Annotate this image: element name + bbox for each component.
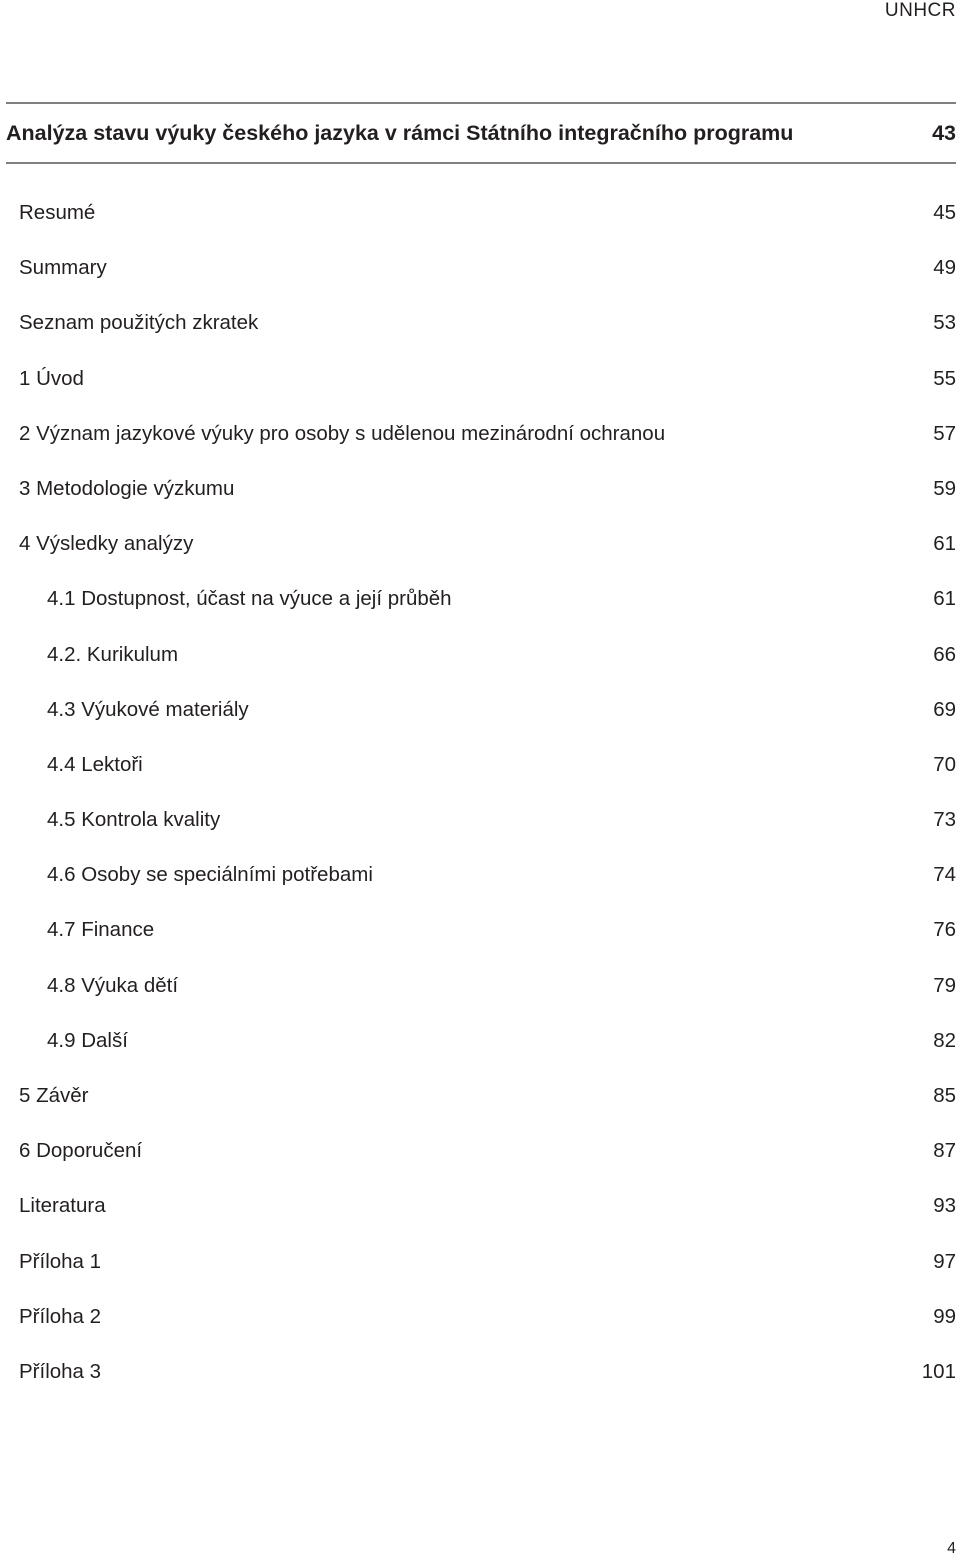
table-of-contents: [19, 194, 956, 1408]
toc-entry[interactable]: [19, 415, 956, 470]
toc-entry-page: 66: [933, 642, 956, 666]
toc-entry-label: 4.8 Výuka dětí: [47, 973, 179, 997]
toc-entry-page: 85: [933, 1084, 956, 1107]
toc-entry[interactable]: [19, 1187, 956, 1242]
toc-entry-label: 4.6 Osoby se speciálními potřebami: [47, 863, 373, 887]
toc-entry-page: 87: [933, 1139, 956, 1163]
toc-entry-page: 97: [933, 1249, 956, 1273]
toc-entry-label: 4.3 Výukové materiály: [47, 697, 249, 721]
toc-entry[interactable]: [19, 967, 956, 1022]
toc-entry[interactable]: [19, 1077, 956, 1132]
toc-entry-page: 61: [933, 532, 956, 556]
toc-entry-label: Příloha 1: [19, 1249, 102, 1273]
toc-entry[interactable]: [19, 194, 956, 249]
toc-entry-label: 4.4 Lektoři: [47, 752, 143, 776]
toc-entry-label: 4 Výsledky analýzy: [19, 532, 194, 556]
toc-entry[interactable]: [19, 856, 956, 911]
toc-entry-label: 2 Význam jazykové výuky pro osoby s udělenou mezinárodní ochranou: [19, 421, 666, 445]
toc-entry-label: Summary: [19, 256, 107, 280]
toc-entry[interactable]: [19, 1022, 956, 1077]
section-page: 43: [932, 120, 956, 145]
toc-entry-page: 82: [933, 1028, 956, 1052]
toc-entry[interactable]: [19, 470, 956, 525]
toc-entry-page: 59: [933, 476, 956, 500]
toc-entry-page: 61: [933, 587, 956, 611]
toc-entry[interactable]: [19, 801, 956, 856]
toc-entry[interactable]: [19, 746, 956, 801]
toc-entry[interactable]: [19, 1243, 956, 1298]
toc-entry-page: 76: [933, 918, 956, 942]
section-heading[interactable]: [6, 116, 956, 150]
toc-entry-label: 4.7 Finance: [47, 918, 155, 942]
toc-entry[interactable]: [19, 249, 956, 304]
page-number: 4: [947, 1540, 956, 1557]
toc-entry[interactable]: [19, 1132, 956, 1187]
toc-entry-label: 4.1 Dostupnost, účast na výuce a její průběh: [47, 587, 452, 611]
section-title: Analýza stavu výuky českého jazyka v rámci Státního integračního programu: [6, 120, 794, 145]
toc-entry[interactable]: [19, 691, 956, 746]
toc-entry-label: Příloha 3: [19, 1359, 102, 1383]
toc-entry-label: 1 Úvod: [19, 366, 84, 390]
toc-entry-page: 69: [933, 697, 956, 721]
toc-entry-page: 73: [933, 808, 956, 832]
toc-entry-label: Literatura: [19, 1194, 106, 1218]
toc-entry[interactable]: [19, 580, 956, 635]
toc-entry-page: 49: [933, 256, 956, 280]
toc-entry-page: 55: [933, 366, 956, 390]
toc-entry-label: 4.5 Kontrola kvality: [47, 808, 221, 832]
toc-entry[interactable]: [19, 360, 956, 415]
toc-entry-page: 57: [933, 421, 956, 445]
toc-entry-label: 6 Doporučení: [19, 1139, 143, 1163]
toc-entry-page: 93: [933, 1194, 956, 1218]
toc-entry-label: Resumé: [19, 201, 96, 224]
toc-entry-page: 74: [933, 863, 956, 887]
header-organization: UNHCR: [884, 0, 956, 21]
toc-entry-page: 79: [933, 973, 956, 997]
toc-entry[interactable]: [19, 911, 956, 966]
toc-entry-label: 3 Metodologie výzkumu: [19, 476, 235, 500]
toc-entry-label: 5 Závěr: [19, 1084, 89, 1107]
toc-entry-label: 4.2. Kurikulum: [47, 642, 179, 666]
toc-entry[interactable]: [19, 636, 956, 691]
toc-entry[interactable]: [19, 304, 956, 359]
toc-entry-page: 70: [933, 752, 956, 776]
toc-entry-page: 53: [933, 311, 956, 335]
toc-entry[interactable]: [19, 1298, 956, 1353]
toc-entry-label: 4.9 Další: [47, 1028, 128, 1052]
section-rule-bottom: [6, 162, 956, 164]
toc-entry-page: 101: [921, 1359, 956, 1383]
toc-entry-label: Seznam použitých zkratek: [19, 311, 259, 335]
toc-entry-page: 45: [933, 201, 956, 224]
toc-entry[interactable]: [19, 1353, 956, 1408]
toc-entry-label: Příloha 2: [19, 1304, 102, 1328]
toc-entry-page: 99: [933, 1304, 956, 1328]
section-rule-top: [6, 102, 956, 104]
toc-entry[interactable]: [19, 525, 956, 580]
